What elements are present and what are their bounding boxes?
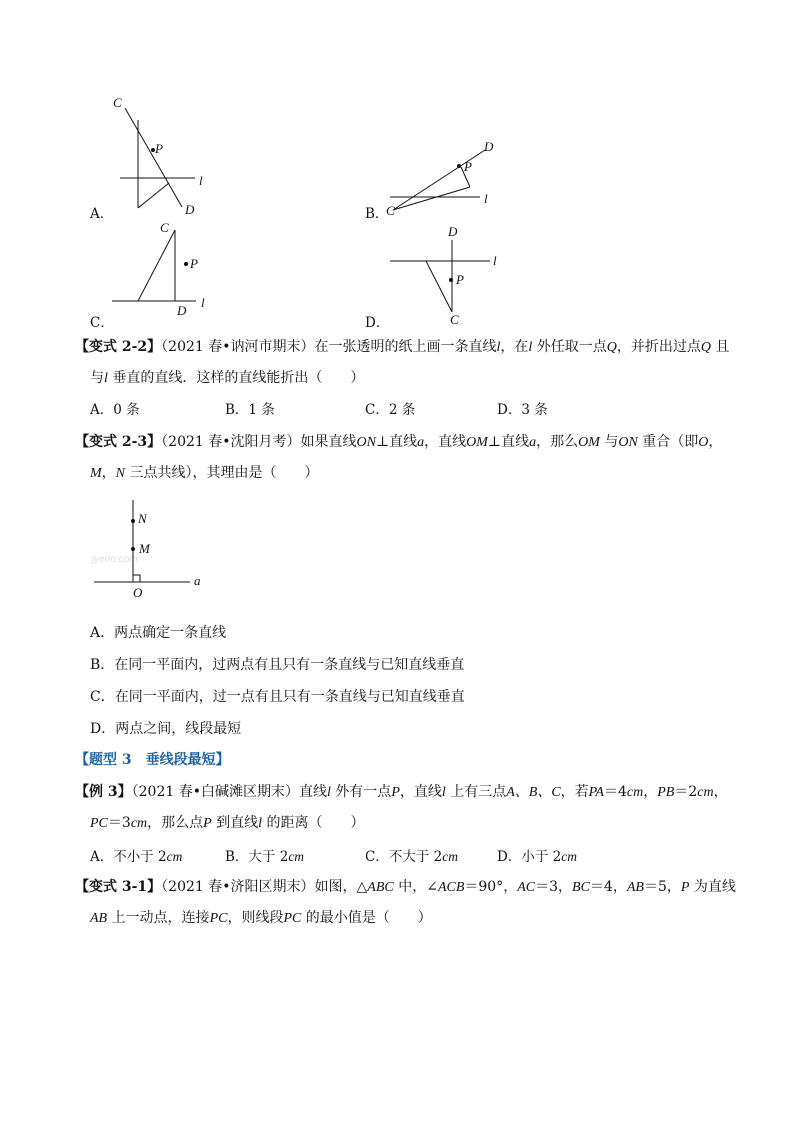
figure-a [85,90,325,220]
figure-c-option-label: C． [90,315,114,331]
figure-nmo-label-a: a [194,573,201,588]
q2-3-option-c[interactable]: C．在同一平面内，过一点有且只有一条直线与已知直线垂直 [90,689,465,705]
q2-3-text: ， [708,434,723,450]
q2-2-text: 与 [90,370,104,386]
ex3-var: PC [90,816,108,831]
q2-3-text: ，直线 [424,434,467,450]
q3-1-var: AB [90,911,108,926]
figure-b-option-label: B． [365,206,389,222]
ex3-text: ，那么点 [147,815,204,831]
figure-d-label-l: l [493,253,497,268]
q2-2-tag: 【变式 2-2】 [75,339,162,355]
section-title-type-3: 【题型 3 垂线段最短】 [75,752,230,768]
q2-2-var: l [496,340,501,355]
ex3-option-c-text: C．不大于 2 [365,849,443,865]
figure-nmo [90,495,220,605]
q2-3-var: OM [466,435,488,450]
q3-1-var: P [680,880,690,895]
q2-3-var: M [90,466,102,481]
figure-b-line-pc [393,187,470,210]
q3-1-var: BC [572,880,590,895]
q3-1-text: ＝90°， [464,879,518,895]
q2-2-text: 外任取一点 [532,339,607,355]
ex3-option-b[interactable] [225,845,304,865]
q2-2-var: Q [606,340,617,355]
q2-2-var: Q [700,340,711,355]
figure-c [100,218,240,318]
figure-a-label-l: l [199,173,203,188]
figure-b-label-p: P [464,159,472,174]
ex3-tag: 【例 3】 [75,784,132,800]
ex3-option-b-text: B．大于 2 [225,849,289,865]
ex3-var: PA [588,785,604,800]
q2-3-option-b[interactable]: B．在同一平面内，过两点有且只有一条直线与已知直线垂直 [90,657,465,673]
q2-3-option-a[interactable]: A．两点确定一条直线 [90,625,227,641]
figure-c-label-p: P [190,256,198,271]
q2-3-var: N [115,466,126,481]
ex3-var: l [326,785,331,800]
q2-3-var: OM [578,435,600,450]
ex3-var: l [441,785,446,800]
figure-b-label-d: D [484,139,494,154]
figure-a-svg [85,90,325,220]
figure-nmo-watermark: jyeoo.com [92,554,138,565]
ex3-text: 的距离（ ） [262,815,365,831]
q2-3-line1 [75,431,722,451]
q2-2-line2 [90,367,364,387]
figure-nmo-label-o: O [133,585,143,600]
q2-2-options [90,398,590,418]
figure-c-svg [100,218,240,318]
q2-2-text: 垂直的直线．这样的直线能折出（ ） [107,370,365,386]
ex3-option-a[interactable] [90,845,182,865]
figure-c-label-l: l [201,295,205,310]
q3-1-line1 [75,876,736,896]
q2-3-text: ， [101,465,116,481]
q2-3-var: a [529,435,537,450]
q3-1-var: AC [517,880,536,895]
ex3-unit: cm [626,785,644,800]
figure-d-label-d: D [448,224,458,239]
q2-2-option-c[interactable]: C．2 条 [365,402,416,418]
figure-a-label-d: D [185,202,195,217]
figure-a-label-p: P [155,141,163,156]
q3-1-source: （2021 春•济阳区期末） [161,879,315,895]
figure-b-point-p [457,164,461,168]
ex3-text: 外有一点 [330,784,392,800]
q3-1-var: ACB [437,880,465,895]
q2-3-text: 如果直线 [300,434,357,450]
figure-d [385,222,515,327]
q3-1-var: ABC [367,880,394,895]
figure-d-option-label: D． [365,315,390,331]
q2-2-option-d[interactable]: D．3 条 [497,402,548,418]
figure-a-option-label: A． [90,206,114,222]
ex3-option-c-unit: cm [442,849,458,864]
q2-2-line1 [75,336,729,356]
ex3-unit: cm [130,816,148,831]
figure-d-hypotenuse [426,261,452,312]
ex3-text: ，若 [560,784,589,800]
ex3-text: ＝2 [674,784,698,800]
q3-1-text: ＝3， [535,879,573,895]
ex3-var: PB [657,785,675,800]
figure-nmo-svg [90,495,220,605]
q2-3-text: 三点共线），其理由是（ ） [125,465,319,481]
ex3-option-d-text: D．小于 2 [497,849,562,865]
ex3-option-d[interactable] [497,845,577,865]
figure-c-point-p [184,262,188,266]
ex3-line2 [90,812,365,832]
q3-1-text: 上一动点，连接 [107,910,210,926]
figure-d-label-c: C [450,312,459,327]
ex3-var: A、B、C [506,785,561,800]
q2-2-option-b[interactable]: B．1 条 [225,402,275,418]
ex3-text: ＝3 [107,815,131,831]
q3-1-text: 中，∠ [393,879,438,895]
q2-3-tag: 【变式 2-3】 [75,434,162,450]
q2-3-var: a [417,435,425,450]
q3-1-text: 为直线 [689,879,736,895]
q2-2-var: l [528,340,533,355]
ex3-line1 [75,781,728,801]
q2-3-option-d[interactable]: D．两点之间，线段最短 [90,721,242,737]
q2-2-text: 在一张透明的纸上画一条直线 [314,339,497,355]
ex3-options [90,845,590,865]
q3-1-text: ＝4， [589,879,627,895]
q2-3-text: ⊥直线 [375,434,418,450]
ex3-option-a-text: A．不小于 2 [90,849,167,865]
figure-d-point-p [449,278,453,282]
q2-3-source: （2021 春•沈阳月考） [161,434,301,450]
figure-d-label-p: P [456,272,464,287]
q2-2-text: ，并折出过点 [616,339,701,355]
q3-1-text: 的最小值是（ ） [301,910,432,926]
ex3-text: 直线 [298,784,327,800]
q2-3-var: O [698,435,709,450]
figure-b-label-l: l [484,191,488,206]
q2-3-text: ，那么 [536,434,579,450]
q3-1-var: PC [283,911,302,926]
figure-nmo-point-n [131,519,135,523]
q3-1-text: ＝5， [643,879,681,895]
ex3-text: ＝4 [603,784,627,800]
ex3-var: P [203,816,212,831]
figure-c-label-c: C [160,220,169,235]
q2-3-var: ON [356,435,376,450]
figure-c-label-d: D [177,303,187,318]
figure-nmo-right-angle-mark [133,575,140,582]
q3-1-text: ，则线段 [227,910,284,926]
q2-2-text: 且 [711,339,730,355]
ex3-text: ，直线 [399,784,442,800]
q3-1-tag: 【变式 3-1】 [75,879,162,895]
figure-nmo-label-n: N [138,511,147,526]
q2-3-line2 [90,462,318,482]
ex3-text: 上有三点 [445,784,507,800]
figure-nmo-point-m [131,547,135,551]
q2-3-text: 重合（即 [637,434,699,450]
q3-1-var: AB [626,880,644,895]
figure-d-svg [385,222,515,327]
q2-3-text: ⊥直线 [487,434,530,450]
ex3-text: 到直线 [211,815,259,831]
q3-1-text: 如图，△ [314,879,368,895]
q2-2-source: （2021 春•讷河市期末） [161,339,315,355]
ex3-source: （2021 春•白碱滩区期末） [131,784,299,800]
figure-c-hypotenuse [138,230,175,301]
q3-1-line2 [90,907,432,927]
ex3-option-a-unit: cm [166,849,183,864]
ex3-var: P [391,785,400,800]
ex3-text: ， [713,784,728,800]
figure-a-line-cd [125,108,182,207]
ex3-option-b-unit: cm [288,849,305,864]
figure-nmo-label-m: M [139,541,150,556]
figure-a-label-c: C [113,95,122,110]
q2-2-text: ，在 [500,339,529,355]
q2-3-var: ON [618,435,638,450]
ex3-option-d-unit: cm [561,849,577,864]
ex3-unit: cm [697,785,714,800]
ex3-var: l [258,816,263,831]
figure-a-triangle-base [138,183,169,208]
figure-b-label-c: C [386,203,395,218]
q2-2-var: l [104,371,108,386]
q3-1-var: PC [209,911,228,926]
ex3-text: ， [643,784,658,800]
q2-3-text: 与 [599,434,619,450]
ex3-option-c[interactable] [365,845,458,865]
q2-2-option-a[interactable]: A．0 条 [90,402,140,418]
